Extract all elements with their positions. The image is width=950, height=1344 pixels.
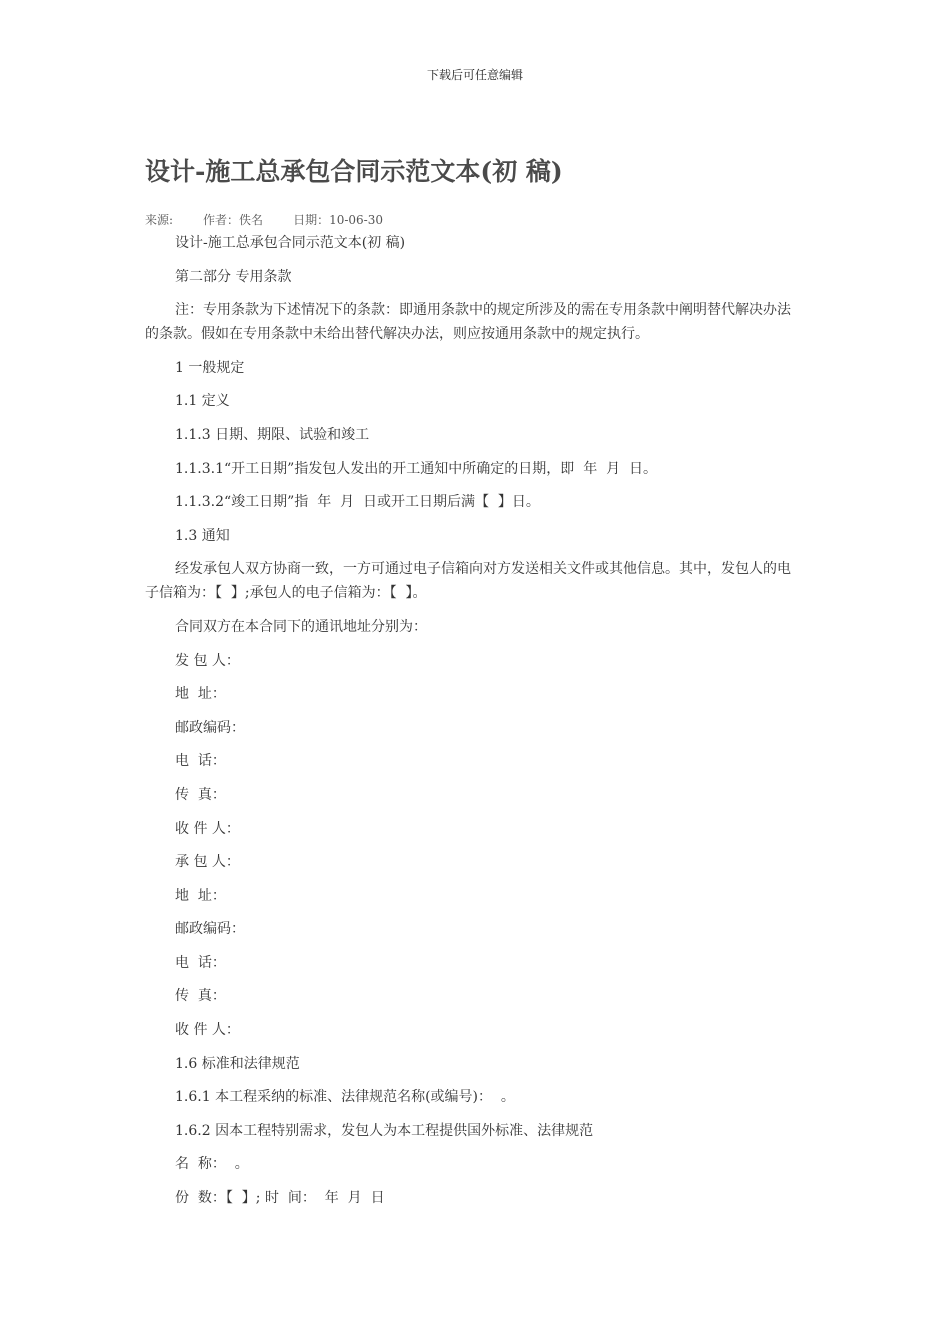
- section-heading: 1.6 标准和法律规范: [175, 1055, 300, 1072]
- form-line: 传 真：: [175, 786, 226, 803]
- document-body: [145, 231, 800, 1220]
- section-heading: 1.1.3 日期、期限、试验和竣工: [175, 426, 370, 443]
- meta-date: 日期：10-06-30: [293, 213, 383, 227]
- form-line: 电 话：: [175, 954, 226, 971]
- paragraph: 经发承包人双方协商一致，一方可通过电子信箱向对方发送相关文件或其他信息。其中，发包人的电子信箱为：【 】;承包人的电子信箱为：【 】。: [145, 561, 791, 602]
- paragraph: 1.6.1 本工程采纳的标准、法律规范名称(或编号)： 。: [175, 1089, 515, 1106]
- meta-source: 来源:: [145, 213, 174, 227]
- form-line: 收 件 人：: [175, 820, 240, 837]
- meta-author: 作者：佚名: [203, 213, 264, 227]
- form-line: 传 真：: [175, 988, 226, 1005]
- form-line: 电 话：: [175, 753, 226, 770]
- form-line: 发 包 人：: [175, 652, 240, 669]
- page-header-note: 下载后可任意编辑: [426, 68, 523, 82]
- document-title: 设计-施工总承包合同示范文本(初 稿): [145, 157, 563, 186]
- form-line: 地 址：: [175, 686, 226, 703]
- form-line: 邮政编码：: [175, 921, 245, 938]
- section-heading: 1.3 通知: [175, 527, 230, 544]
- paragraph: 设计-施工总承包合同示范文本(初 稿): [175, 235, 406, 251]
- form-line: 收 件 人：: [175, 1022, 240, 1039]
- form-line: 承 包 人：: [175, 854, 240, 871]
- paragraph: 合同双方在本合同下的通讯地址分别为：: [175, 618, 427, 635]
- section-heading: 1.1 定义: [175, 393, 230, 410]
- form-line: 邮政编码：: [175, 719, 245, 736]
- section-heading: 第二部分 专用条款: [175, 268, 292, 285]
- paragraph: 注：专用条款为下述情况下的条款：即通用条款中的规定所涉及的需在专用条款中阐明替代解决办法的条款。假如在专用条款中未给出替代解决办法，则应按通用条款中的规定执行。: [145, 302, 791, 343]
- section-heading: 1 一般规定: [175, 359, 245, 376]
- paragraph: 1.1.3.2“竣工日期”指 年 月 日或开工日期后满【 】日。: [175, 494, 540, 511]
- form-line: 地 址：: [175, 887, 226, 904]
- paragraph: 1.1.3.1“开工日期”指发包人发出的开工通知中所确定的日期，即 年 月 日。: [175, 460, 657, 477]
- form-line: 名 称： 。: [175, 1156, 249, 1173]
- document-meta: [145, 211, 413, 228]
- form-line: 份 数：【 】; 时 间： 年 月 日: [175, 1190, 385, 1207]
- paragraph: 1.6.2 因本工程特别需求，发包人为本工程提供国外标准、法律规范: [175, 1122, 594, 1139]
